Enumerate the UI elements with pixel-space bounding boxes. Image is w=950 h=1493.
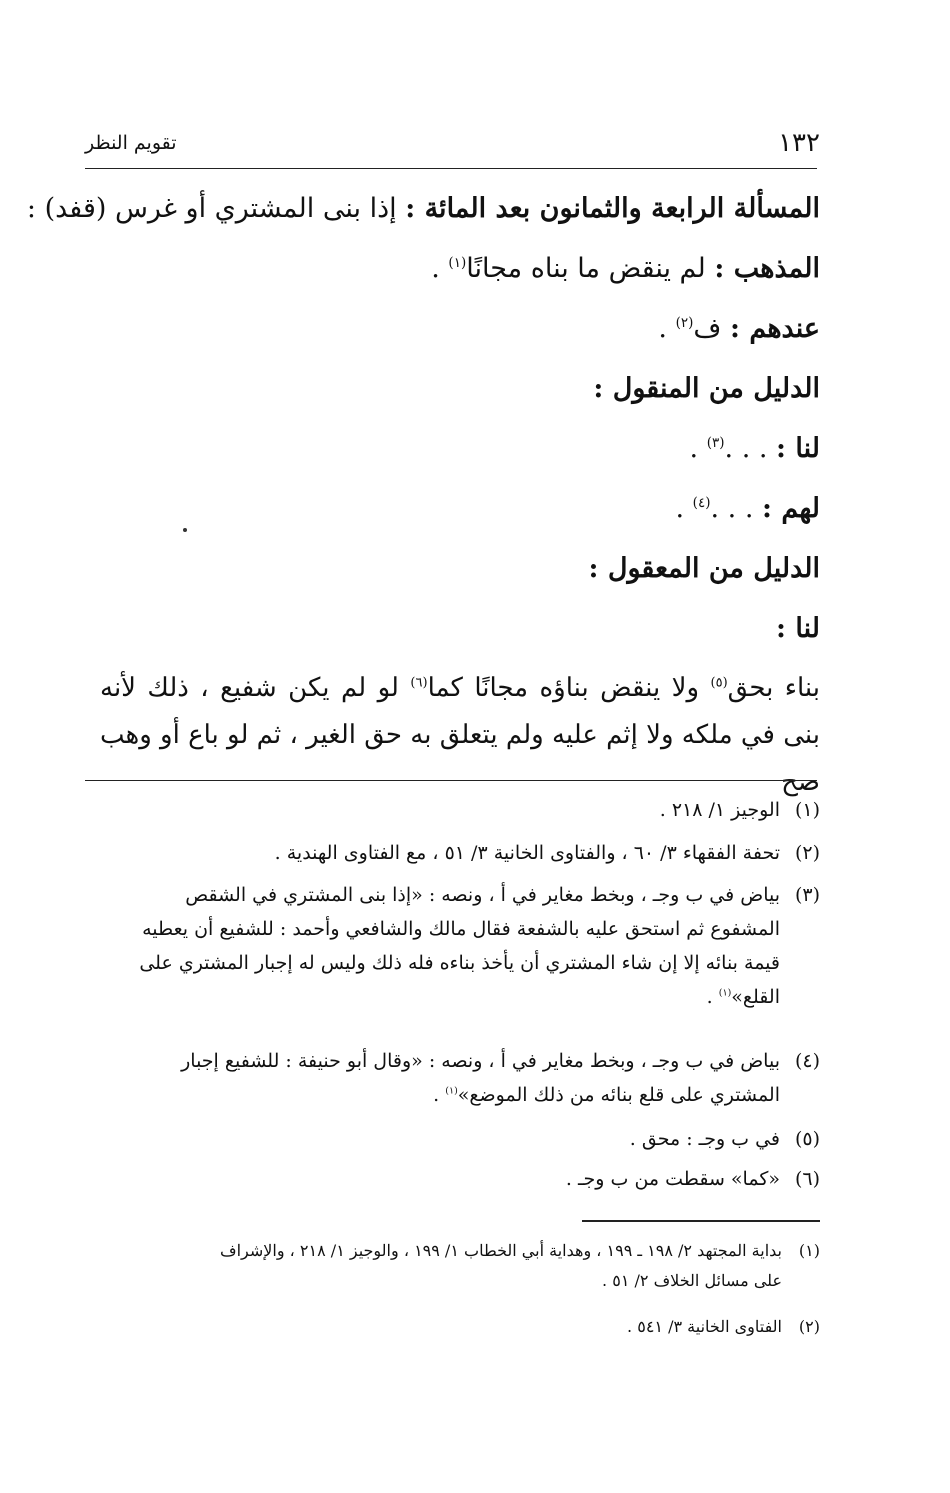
aql-heading: الدليل من المعقول : <box>588 553 820 584</box>
footnote-5 <box>100 1122 820 1156</box>
lahum-end: . <box>675 493 693 524</box>
footnote-2 <box>100 836 820 870</box>
para-text-1: بناء بحق <box>727 673 821 703</box>
secondary-footnote-1 <box>100 1236 820 1296</box>
footnote-number: (١) <box>794 799 820 821</box>
issue-title-rest: إذا بنى المشتري أو غرس (قفد) : <box>26 193 397 224</box>
footnote-text-line: بياض في ب وجـ ، وبخط مغاير في أ ، ونصه : «إذا بنى المشتري في الشقص <box>185 884 780 906</box>
lana-end: . <box>689 433 707 464</box>
footnote-text: «كما» سقطت من ب وجـ . <box>565 1168 780 1190</box>
footnote-number: (٥) <box>794 1128 820 1150</box>
footnote-end: . <box>706 986 719 1008</box>
footnote-text-line: المشفوع ثم استحق عليه بالشفعة فقال مالك والشافعي وأحمد : للشفيع أن يعطيه <box>142 918 780 940</box>
argument-paragraph <box>100 665 820 806</box>
madhhab-label: المذهب : <box>714 253 820 284</box>
footnote-text-line: بداية المجتهد ٢/ ١٩٨ ـ ١٩٩ ، وهداية أبي الخطاب ١/ ١٩٩ ، والوجيز ١/ ٢١٨ ، والإشراف <box>220 1241 782 1260</box>
running-title: تقويم النظر <box>85 132 177 154</box>
footnote-number: (١) <box>798 1241 820 1260</box>
footnote-1 <box>100 793 820 827</box>
issue-title <box>27 193 820 224</box>
lana-text: . . . <box>724 433 777 464</box>
footnote-number: (٦) <box>794 1168 820 1190</box>
footnote-text-line: على مسائل الخلاف ٢/ ٥١ . <box>602 1271 782 1290</box>
footnote-ref: (٤) <box>692 495 711 511</box>
footnote-number: (٤) <box>794 1050 820 1072</box>
indahum-line <box>658 313 820 344</box>
naql-heading: الدليل من المنقول : <box>593 373 820 404</box>
speck-mark <box>183 528 187 532</box>
footnote-6 <box>100 1162 820 1196</box>
lana-aql-label: لنا : <box>776 613 820 644</box>
footnote-number: (٢) <box>794 842 820 864</box>
footnote-divider <box>85 780 817 781</box>
footnote-ref: (٣) <box>706 435 725 451</box>
footnote-text: في ب وجـ : محق . <box>629 1128 780 1150</box>
lahum-line <box>675 493 820 524</box>
footnote-last-line <box>100 980 820 1014</box>
footnote-text: الفتاوى الخانية ٣/ ٥٤١ . <box>627 1317 782 1336</box>
footnote-text: الوجيز ١/ ٢١٨ . <box>659 799 780 821</box>
madhhab-line <box>431 253 820 284</box>
footnote-ref: (١) <box>445 1085 458 1097</box>
footnote-3 <box>100 878 820 1014</box>
lana-naql-line <box>690 433 820 464</box>
indahum-text: ف <box>693 313 722 344</box>
lahum-label: لهم : <box>761 493 820 524</box>
secondary-footnote-2 <box>100 1312 820 1342</box>
footnote-ref: (٥) <box>710 675 728 691</box>
footnote-ref: (١) <box>448 255 467 271</box>
footnote-text-line: بياض في ب وجـ ، وبخط مغاير في أ ، ونصه : «وقال أبو حنيفة : للشفيع إجبار <box>181 1050 780 1072</box>
footnote-ref: (٢) <box>675 315 694 331</box>
footnote-4 <box>100 1044 820 1112</box>
para-text-2: ولا ينقض بناؤه مجانًا كما <box>427 673 711 703</box>
issue-title-bold: المسألة الرابعة والثمانون بعد المائة : <box>405 193 820 224</box>
footnote-ref: (١) <box>718 987 732 999</box>
footnote-last-line <box>100 1078 820 1112</box>
page-number: ١٣٢ <box>778 128 820 158</box>
indahum-label: عندهم : <box>729 313 820 344</box>
footnote-end: . <box>433 1084 446 1106</box>
indahum-end: . <box>658 313 676 344</box>
secondary-footnote-divider <box>582 1220 820 1222</box>
footnote-text-line: قيمة بنائه إلا إن شاء المشتري أن يأخذ بناءه فله ذلك وليس له إجبار المشتري على <box>139 952 780 974</box>
header-divider <box>85 168 817 169</box>
madhhab-text: لم ينقض ما بناه مجانًا <box>466 253 706 284</box>
para-text-3: لو لم يكن شفيع ، ذلك لأنه بنى في ملكه ولا إثم عليه ولم يتعلق به حق الغير ، ثم لو باع أو وهب صح <box>99 673 820 797</box>
footnote-text-line: المشتري على قلع بنائه من ذلك الموضع» <box>457 1084 780 1106</box>
footnote-number: (٣) <box>794 884 820 906</box>
madhhab-end: . <box>431 253 449 284</box>
lana-label: لنا : <box>776 433 820 464</box>
footnote-number: (٢) <box>798 1317 820 1336</box>
footnote-text-line: القلع» <box>731 986 780 1008</box>
lahum-text: . . . <box>710 493 762 524</box>
footnote-text: تحفة الفقهاء ٣/ ٦٠ ، والفتاوى الخانية ٣/ ٥١ ، مع الفتاوى الهندية . <box>274 842 780 864</box>
footnote-ref: (٦) <box>410 675 428 691</box>
